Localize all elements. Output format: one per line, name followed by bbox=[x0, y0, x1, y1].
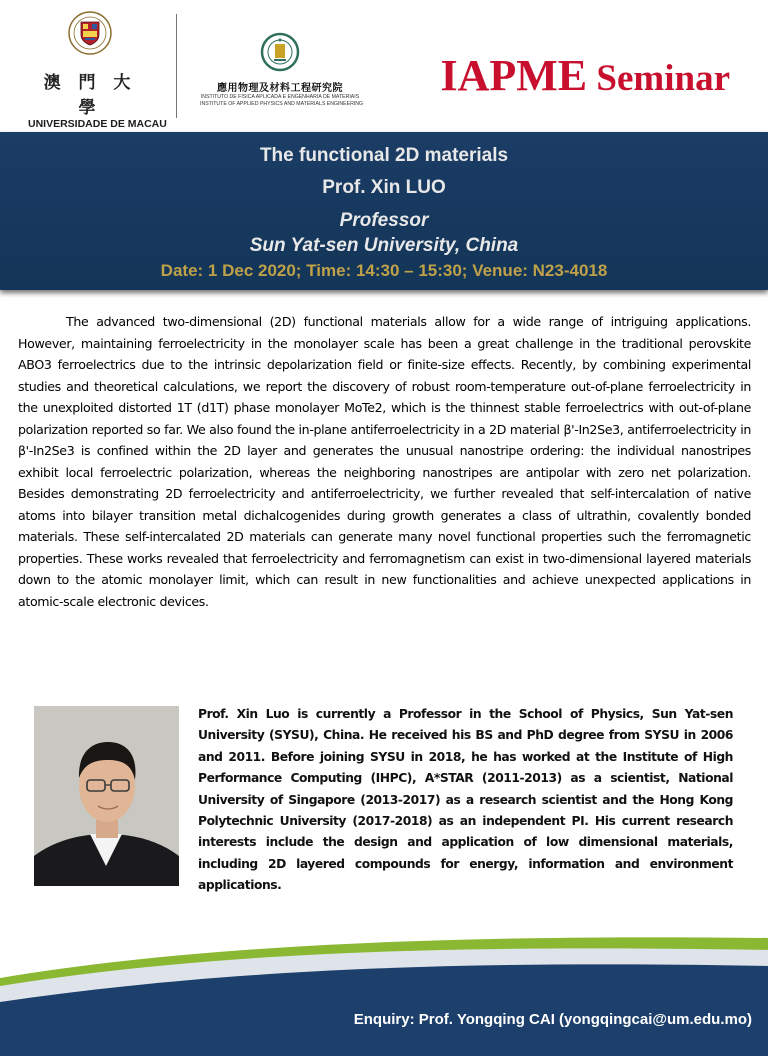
seminar-title-prefix: IAPME bbox=[440, 51, 588, 100]
speaker-bio: Prof. Xin Luo is currently a Professor in the School of Physics, Sun Yat-sen University (SYSU), China. He received his BS and PhD degree from SYSU in 2006 and 2011. Before joining SYSU in 2018, he has worked at the Institute of High Performance Computing (IHPC), A*STAR (2011-2013) as a scientist, National University of Singapore (2013-2017) as a research scientist and the Hong Kong Polytechnic University (2017-2018) as an independent PI. His current research interests include the design and application of low dimensional materials, including 2D layered compounds for energy, information and environment applications. bbox=[198, 707, 733, 893]
iapme-portuguese-name: INSTITUTO DE FÍSICA APLICADA E ENGENHARIA DE MATERIAIS bbox=[200, 94, 360, 100]
header-divider bbox=[176, 14, 177, 118]
seminar-title-suffix: Seminar bbox=[587, 58, 730, 99]
enquiry-contact: Enquiry: Prof. Yongqing CAI (yongqingcai@um.edu.mo) bbox=[353, 1011, 752, 1028]
footer-wave-decoration bbox=[0, 930, 768, 1056]
iapme-chinese-name: 應用物理及材料工程研究院 bbox=[217, 83, 343, 94]
um-crest-icon bbox=[68, 8, 112, 58]
iapme-logo bbox=[200, 32, 364, 108]
um-portuguese-name: UNIVERSIDADE DE MACAU bbox=[28, 118, 167, 130]
university-of-macau-logo bbox=[28, 8, 167, 130]
abstract-text: The advanced two-dimensional (2D) functional materials allow for a wide range of intriguing applications. However, maintaining ferroelectricity in the monolayer scale has been a great challenge in the traditional perovskite ABO3 ferroelectrics due to the intrinsic depolarization field or finite-size effects. Recently, by combining experimental studies and theoretical calculations, we report the discovery of robust room-temperature out-of-plane ferroelectricity in the unexploited distorted 1T (d1T) phase monolayer MoTe2, which is the thinnest stable ferroelectrics with out-of-plane polarization reported so far. We also found the in-plane antiferroelectricity in a 2D material β'-In2Se3, antiferroelectricity in β'-In2Se3 is confined within the 2D layer and generates the unusual nanostripe ordering: the individual nanostripes exhibit local ferroelectric polarization, whereas the neighboring nanostripes are antipolar with zero net polarization. Besides demonstrating 2D ferroelectricity and antiferroelectricity, we further revealed that self-intercalation of native atoms into bilayer transition metal dichalcogenides during growth generates a class of ultrathin, covalently bonded materials. These self-intercalated 2D materials can generate many novel functional properties such the ferromagnetic properties. These works revealed that ferroelectricity and ferromagnetism can exist in two-dimensional layered materials down to the atomic monolayer limit, which can result in new functionalities and achieve unexpected applications in atomic-scale electronic devices. bbox=[18, 314, 751, 609]
date-time-venue: Date: 1 Dec 2020; Time: 14:30 – 15:30; Venue: N23-4018 bbox=[160, 261, 608, 280]
talk-title: The functional 2D materials bbox=[259, 145, 509, 166]
seminar-title bbox=[380, 51, 730, 101]
um-chinese-name: 澳 門 大 學 bbox=[43, 73, 137, 118]
speaker-portrait bbox=[34, 706, 179, 886]
speaker-institution: Sun Yat-sen University, China bbox=[249, 235, 519, 256]
speaker-name: Prof. Xin LUO bbox=[322, 177, 446, 198]
speaker-photo-icon bbox=[34, 706, 179, 886]
iapme-emblem-icon bbox=[260, 32, 300, 72]
talk-info-banner bbox=[0, 132, 768, 290]
poster-header bbox=[0, 0, 768, 128]
iapme-english-name: INSTITUTE OF APPLIED PHYSICS AND MATERIALS ENGINEERING bbox=[200, 101, 364, 107]
speaker-position: Professor bbox=[339, 210, 429, 231]
